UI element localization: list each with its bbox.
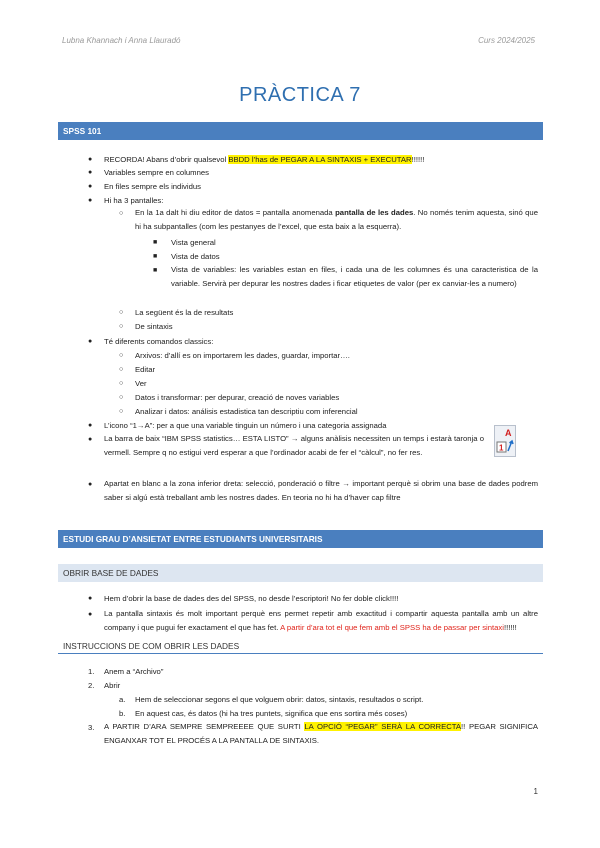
list-number: 1. bbox=[88, 667, 95, 676]
list-item: Hem de seleccionar segons el que volguem obrir: datos, sintaxis, resultados o script. bbox=[135, 695, 424, 704]
list-item: Hi ha 3 pantalles: bbox=[104, 196, 164, 205]
list-item: De sintaxis bbox=[135, 322, 173, 331]
bullet-dot: ● bbox=[88, 436, 93, 443]
list-item: Datos i transformar: per depurar, creació de noves variables bbox=[135, 393, 340, 402]
subheading-obrir-base: OBRIR BASE DE DADES bbox=[58, 564, 543, 582]
list-item-apartat-blanc: Apartat en blanc a la zona inferior dreta: selecció, ponderació o filtre → important perquè si obrim una base de dades podrem saber si algú està treballant amb les nostres dades. En teoria no hi ha d’haver cap filtre bbox=[104, 479, 538, 502]
list-item-pegar: A PARTIR D’ARA SEMPRE SEMPREEEE QUE SURTI LA OPCIÓ “PEGAR” SERÀ LA CORRECTA!! PEGAR SIGNIFICA ENGANXAR TOT EL PROCÉS A LA PANTALLA DE SINTAXIS. bbox=[104, 722, 538, 745]
list-item-vista-variables: Vista de variables: les variables estan en files, i cada una de les columnes és una caracteristica de la variable. Servirà per depurar les nostres dades i ficar etiquetes de valor (per ex canviar-les a numero) bbox=[171, 265, 538, 288]
header-authors: Lubna Khannach i Anna Llauradó bbox=[62, 36, 181, 45]
bullet-circle: ○ bbox=[119, 210, 124, 217]
list-item: Té diferents comandos classics: bbox=[104, 337, 214, 346]
list-letter: a. bbox=[119, 695, 126, 704]
bullet-dot: ● bbox=[88, 169, 93, 176]
subheading-instruccions: INSTRUCCIONS DE COM OBRIR LES DADES bbox=[58, 641, 543, 654]
bullet-circle: ○ bbox=[119, 309, 124, 316]
bullet-circle: ○ bbox=[119, 380, 124, 387]
list-item-pantalla-sintaxis: La pantalla sintaxis és molt important perquè ens permet repetir amb exactitud i compartir aquesta pantalla amb un altre company i que pugui fer exactament el que has fet. A partir d’ara tot el que fem amb el SPSS ha de passar per sintaxi!!!!!! bbox=[104, 609, 538, 632]
bullet-dot: ● bbox=[88, 422, 93, 429]
bullet-circle: ○ bbox=[119, 408, 124, 415]
list-number: 3. bbox=[88, 723, 95, 732]
list-item: Ver bbox=[135, 379, 147, 388]
list-item: Anem a “Archivo” bbox=[104, 667, 164, 676]
bullet-dot: ● bbox=[88, 595, 93, 602]
value-labels-icon bbox=[494, 425, 516, 457]
page-number: 1 bbox=[533, 787, 538, 796]
bullet-square: ■ bbox=[153, 239, 158, 246]
bullet-circle: ○ bbox=[119, 323, 124, 330]
bullet-dot: ● bbox=[88, 481, 93, 488]
section-heading-spss: SPSS 101 bbox=[58, 122, 543, 140]
list-item-barra-baix: La barra de baix “IBM SPSS statistics… ESTA LISTO” → alguns anàlisis necessiten un temps i estarà taronja o vermell. Sempre q no estigui verd esperar a que l’ordinador acabi de fer el “càlcul”, no fer res. bbox=[104, 434, 484, 457]
header-course: Curs 2024/2025 bbox=[478, 36, 535, 45]
list-item: Editar bbox=[135, 365, 156, 374]
bullet-square: ■ bbox=[153, 267, 158, 274]
list-item: En aquest cas, és datos (hi ha tres puntets, significa que ens sortira més coses) bbox=[135, 709, 408, 718]
section-heading-estudi: ESTUDI GRAU D’ANSIETAT ENTRE ESTUDIANTS UNIVERSITARIS bbox=[58, 530, 543, 548]
page-title: PRÀCTICA 7 bbox=[239, 84, 361, 106]
list-item: Abrir bbox=[104, 681, 121, 690]
icon-digit-one: 1 bbox=[499, 443, 504, 453]
list-letter: b. bbox=[119, 709, 126, 718]
list-item-icono: L’icono “1→A”: per a que una variable tinguin un número i una categoria assignada bbox=[104, 421, 387, 430]
list-item: La següent és la de resultats bbox=[135, 308, 234, 317]
list-number: 2. bbox=[88, 681, 95, 690]
list-item: En files sempre els individus bbox=[104, 182, 201, 191]
bullet-dot: ● bbox=[88, 611, 93, 618]
bullet-dot: ● bbox=[88, 338, 93, 345]
list-item: Analizar i datos: análisis estadistica tan descriptiu com inferencial bbox=[135, 407, 358, 416]
list-item-pantalla-dades: En la 1a dalt hi diu editor de datos = pantalla anomenada pantalla de les dades. No només tenim aquesta, sinó que hi ha subpantalles (com les pestanyes de l’excel, que esta baix a la esquerra). bbox=[135, 208, 538, 231]
list-item-recorda: RECORDA! Abans d’obrir qualsevol BBDD l’has de PEGAR A LA SINTAXIS + EXECUTAR!!!!!! bbox=[104, 155, 425, 164]
bullet-square: ■ bbox=[153, 253, 158, 260]
bullet-dot: ● bbox=[88, 197, 93, 204]
list-item: Vista general bbox=[171, 238, 216, 247]
list-item: Vista de datos bbox=[171, 252, 220, 261]
bullet-dot: ● bbox=[88, 183, 93, 190]
list-item: Hem d’obrir la base de dades des del SPSS, no desde l’escriptori! No fer doble click!!!! bbox=[104, 594, 399, 603]
bullet-circle: ○ bbox=[119, 394, 124, 401]
bullet-dot: ● bbox=[88, 156, 93, 163]
list-item: Variables sempre en columnes bbox=[104, 168, 209, 177]
bullet-circle: ○ bbox=[119, 366, 124, 373]
list-item: Arxivos: d’allí es on importarem les dades, guardar, importar…. bbox=[135, 351, 350, 360]
bullet-circle: ○ bbox=[119, 352, 124, 359]
icon-letter-a: A bbox=[505, 428, 512, 438]
